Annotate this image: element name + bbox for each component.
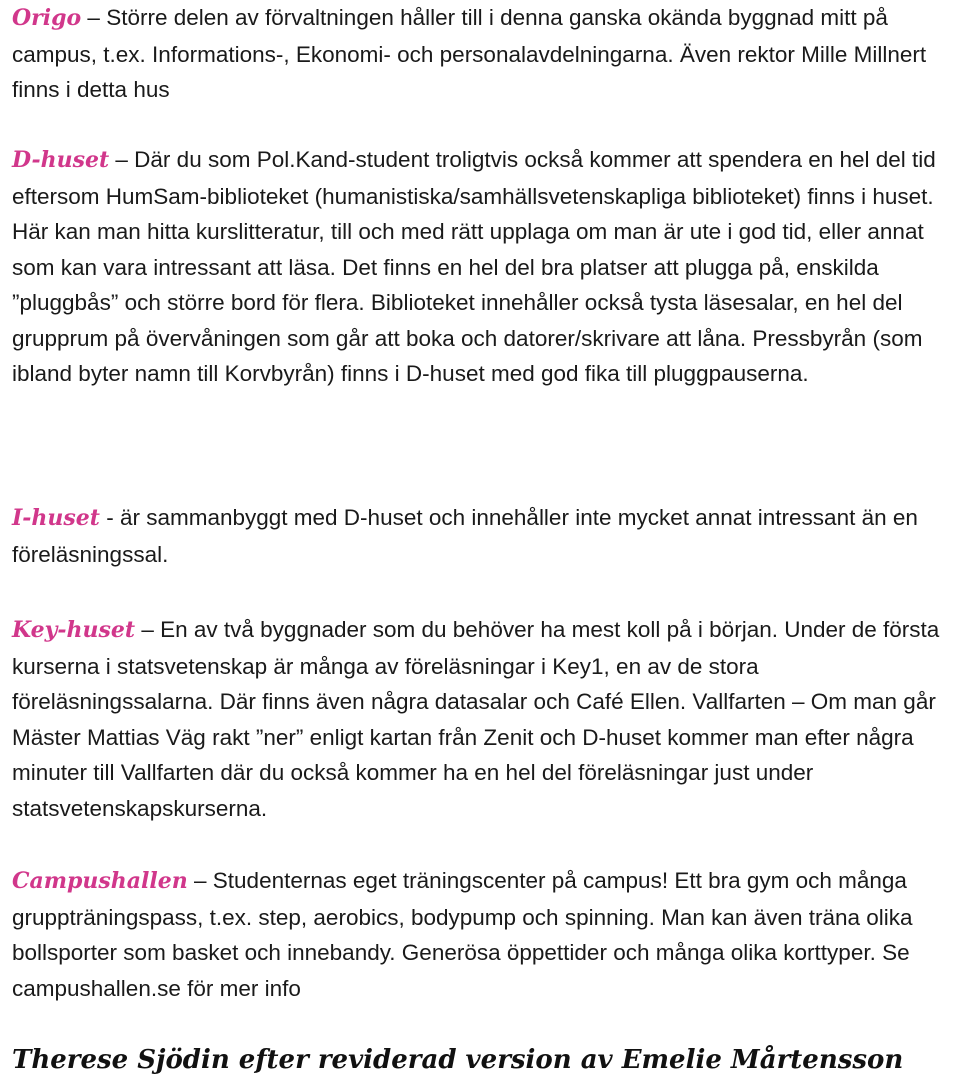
- section-dhuset: [12, 142, 958, 392]
- section-text-keyhuset: – En av två byggnader som du behöver ha mest koll på i början. Under de första kurserna i statsvetenskap är många av föreläsningar i Key1, en av de stora föreläsningssalarna. Där finns även några datasalar och Café Ellen. Vallfarten – Om man går Mäster Mattias Väg rakt ”ner” enligt kartan från Zenit och D-huset kommer man efter några minuter till Vallfarten där du också kommer ha en hel del föreläsningar just under statsvetenskapskurserna.: [12, 617, 940, 821]
- section-keyhuset: [12, 612, 958, 826]
- section-origo: [12, 0, 958, 108]
- section-text-origo: – Större delen av förvaltningen håller till i denna ganska okända byggnad mitt på campus, t.ex. Informations-, Ekonomi- och personalavdelningarna. Även rektor Mille Millnert finns i detta hus: [12, 5, 927, 102]
- section-heading-origo: Origo: [12, 5, 82, 31]
- section-text-campushallen: – Studenternas eget träningscenter på campus! Ett bra gym och många gruppträningspass, t.ex. step, aerobics, bodypump och spinning. Man kan även träna olika bollsporter som basket och innebandy. Generösa öppettider och många olika korttyper. Se campushallen.se för mer info: [12, 868, 913, 1001]
- section-campushallen: [12, 863, 958, 1006]
- author-signature: Therese Sjödin efter reviderad version av Emelie Mårtensson: [12, 1045, 904, 1075]
- section-ihuset: [12, 500, 958, 572]
- section-heading-ihuset: I-huset: [12, 505, 100, 531]
- section-heading-dhuset: D-huset: [12, 147, 110, 173]
- section-heading-campushallen: Campushallen: [12, 868, 188, 894]
- section-text-dhuset: – Där du som Pol.Kand-student troligtvis också kommer att spendera en hel del tid eftersom HumSam-biblioteket (humanistiska/samhällsvetenskapliga biblioteket) finns i huset. Här kan man hitta kurslitteratur, till och med rätt upplaga om man är ute i god tid, eller annat som kan vara intressant att läsa. Det finns en hel del bra platser att plugga på, enskilda ”pluggbås” och större bord för flera. Biblioteket innehåller också tysta läsesalar, en hel del grupprum på övervåningen som går att boka och datorer/skrivare att låna. Pressbyrån (som ibland byter namn till Korvbyrån) finns i D-huset med god fika till pluggpauserna.: [12, 147, 936, 386]
- section-heading-keyhuset: Key-huset: [12, 617, 136, 643]
- section-text-ihuset: - är sammanbyggt med D-huset och innehåller inte mycket annat intressant än en föreläsningssal.: [12, 505, 918, 567]
